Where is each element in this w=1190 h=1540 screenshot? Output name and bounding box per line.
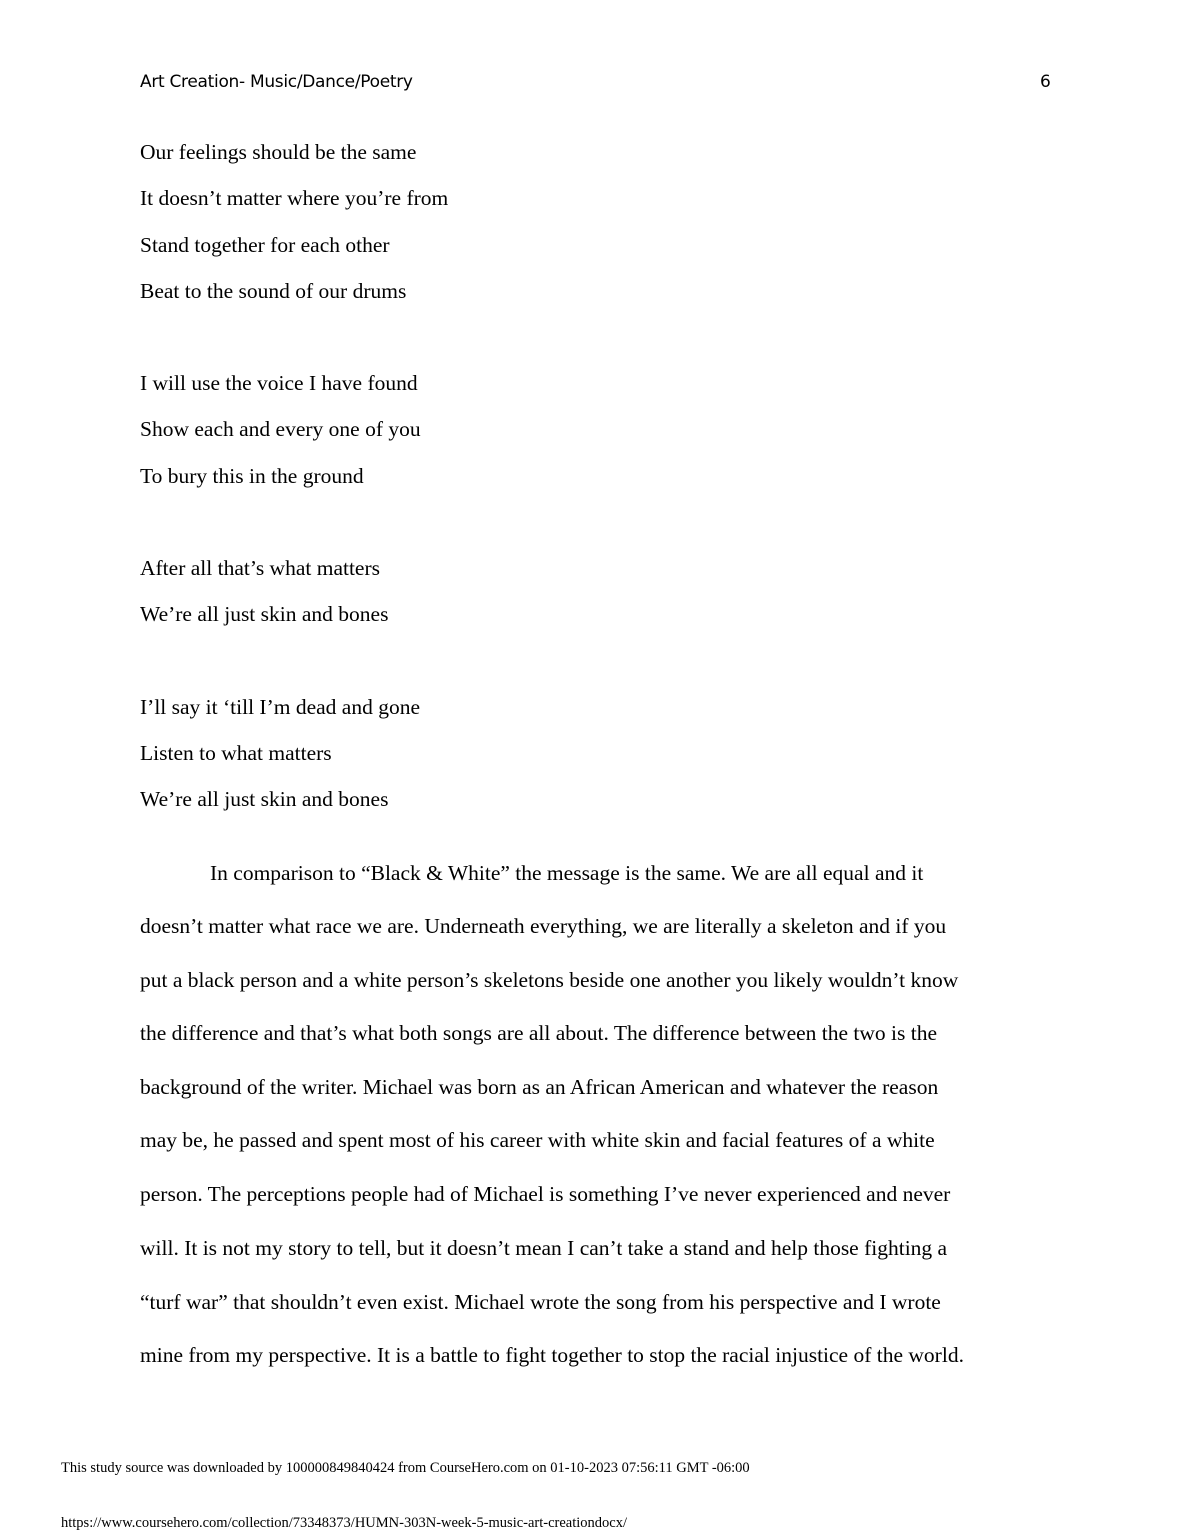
paragraph-line: “turf war” that shouldn’t even exist. Michael wrote the song from his perspective and I wrote [140, 1290, 941, 1314]
paragraph-line: background of the writer. Michael was born as an African American and whatever the reason [140, 1075, 939, 1099]
paragraph-line: will. It is not my story to tell, but it doesn’t mean I can’t take a stand and help those fighting a [140, 1236, 948, 1260]
poem-line: I’ll say it ‘till I’m dead and gone [140, 695, 421, 719]
poem-line: Our feelings should be the same [140, 140, 417, 164]
poem-line: Stand together for each other [140, 233, 390, 257]
poem-line: After all that’s what matters [140, 556, 381, 580]
source-url[interactable]: https://www.coursehero.com/collection/73348373/HUMN-303N-week-5-music-art-creationdocx/ [61, 1515, 628, 1531]
paragraph-line: In comparison to “Black & White” the message is the same. We are all equal and it [210, 861, 924, 885]
poem-line: Listen to what matters [140, 741, 332, 765]
page-number: 6 [1040, 72, 1051, 92]
paragraph-line: may be, he passed and spent most of his career with white skin and facial features of a white [140, 1128, 935, 1152]
paragraph-line: the difference and that’s what both songs are all about. The difference between the two is the [140, 1021, 938, 1045]
paragraph-line: doesn’t matter what race we are. Underneath everything, we are literally a skeleton and if you [140, 914, 947, 938]
poem-line: We’re all just skin and bones [140, 602, 389, 626]
poem-line: I will use the voice I have found [140, 371, 418, 395]
poem-line: To bury this in the ground [140, 464, 364, 488]
poem-line: Show each and every one of you [140, 417, 421, 441]
poem-line: We’re all just skin and bones [140, 787, 389, 811]
paragraph-line: put a black person and a white person’s skeletons beside one another you likely wouldn’t know [140, 968, 959, 992]
running-head: Art Creation- Music/Dance/Poetry [140, 72, 413, 92]
paragraph-line: mine from my perspective. It is a battle to fight together to stop the racial injustice of the world. [140, 1343, 964, 1367]
paragraph-line: person. The perceptions people had of Michael is something I’ve never experienced and never [140, 1182, 951, 1206]
poem-line: It doesn’t matter where you’re from [140, 186, 449, 210]
download-source-note: This study source was downloaded by 100000849840424 from CourseHero.com on 01-10-2023 07:56:11 GMT -06:00 [61, 1460, 750, 1476]
poem-line: Beat to the sound of our drums [140, 279, 407, 303]
